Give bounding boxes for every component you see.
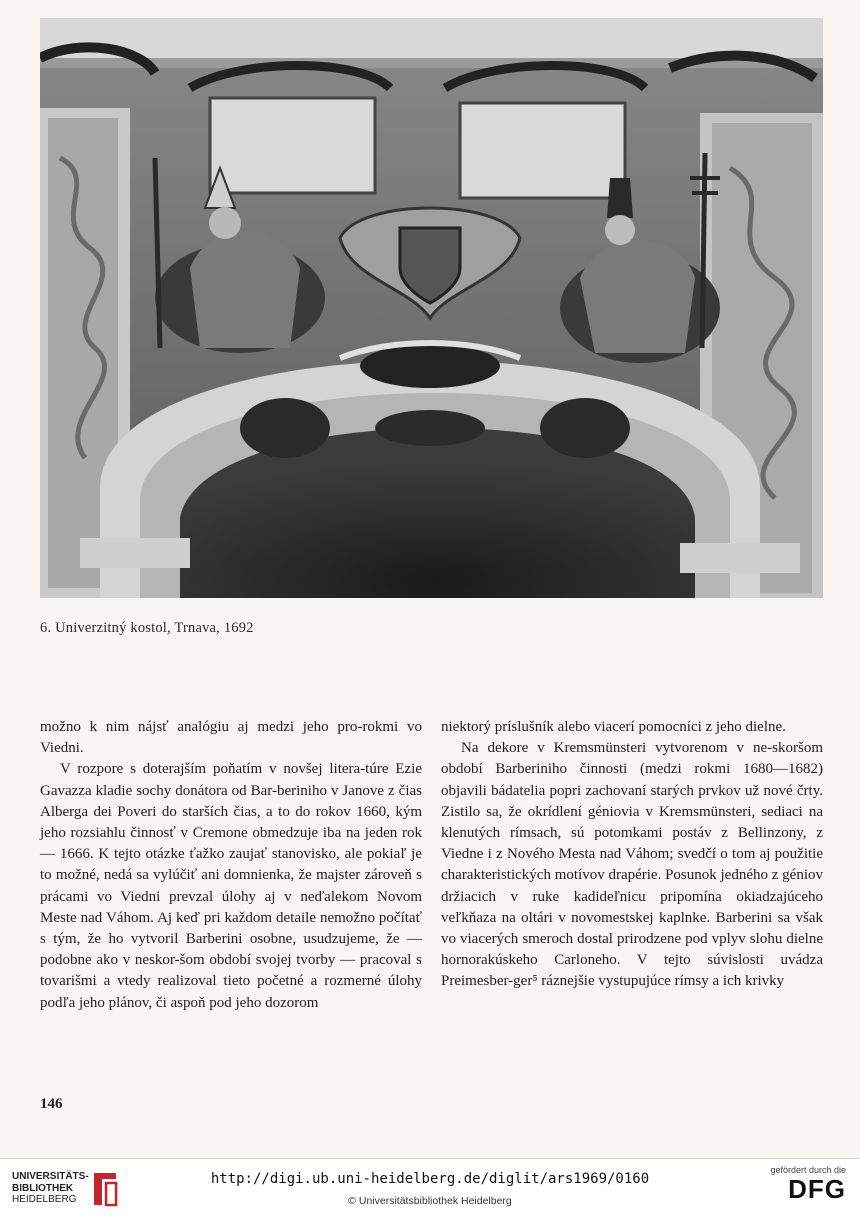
paragraph: možno k nim nájsť analógiu aj medzi jeho pro-rokmi vo Viedni. [40, 719, 422, 757]
library-name-line: UNIVERSITÄTS- [12, 1171, 89, 1182]
church-interior-photo [40, 18, 823, 598]
library-name-line: BIBLIOTHEK [12, 1182, 74, 1194]
digitization-footer [0, 1158, 860, 1216]
copyright-notice: © Universitätsbibliothek Heidelberg [348, 1195, 512, 1207]
figure-caption: 6. Univerzitný kostol, Trnava, 1692 [40, 620, 254, 636]
paragraph: Na dekore v Kremsmünsteri vytvorenom v ne-skoršom období Barberiniho činnosti (medzi rokmi 1680—1682) objavili bádatelia popri zachovaní starých prvkov už nové črty. Zistilo sa, že okrídlení géniovia v Kremsmünsteri, sediaci na klenutých rímsach, sú potomkami postáv z Bellinzony, z Viedne i z Nového Mesta nad Váhom; svedčí o tom aj použitie charakteristických motívov drapérie. Posunok jedného z géniov držiacich v ruke kadideľnicu pripomína okiadzajúceho veľkňaza na oltári v novomestskej kaplnke. Barberini sa však vo viacerých smeroch dostal prirodzene pod vplyv slohu dielne hornorakúskeho Carloneho. V tejto súvislosti uvádza Preimesber-ger⁵ ráznejšie vystupujúce rímsy a ich krivky [441, 740, 823, 990]
library-name-line: HEIDELBERG [12, 1194, 77, 1205]
paragraph: niektorý príslušník alebo viacerí pomocníci z jeho dielne. [441, 719, 786, 735]
text-column-right [441, 717, 823, 993]
paragraph: V rozpore s doterajším poňatím v novšej litera-túre Ezie Gavazza kladie sochy donátora od Bar-beriniho v Janove z čias Alberga dei Poveri do starších čias, a to do rokov 1660, kým jeho rozsiahlu činnosť v Cremone obmedzuje iba na jeden rok — 1666. K tejto otázke ťažko zaujať stanovisko, ale pokiaľ je to možné, nedá sa vylúčiť ani domnienka, že majster zároveň s prácami vo Viedni prevzal úlohy aj v neďalekom Novom Meste nad Váhom. Aj keď pri každom detaile nemožno počítať s tým, že ho vytvoril Barberini osobne, usudzujeme, že — podobne ako v neskor-šom období svojej tvorby — pracoval s tovarišmi a vtedy realizoval tieto početné a rozmerné úlohy podľa jeho plánov, či aspoň pod jeho dozorom [40, 761, 422, 1011]
page-number: 146 [40, 1096, 63, 1112]
permalink-url[interactable]: http://digi.ub.uni-heidelberg.de/diglit/ars1969/0160 [210, 1171, 650, 1187]
sculpture-arch-image [40, 18, 823, 598]
sponsor-text: gefördert durch die [770, 1165, 846, 1175]
sponsor-block[interactable] [756, 1165, 846, 1203]
dfg-logo: DFG [788, 1174, 846, 1204]
text-column-left [40, 717, 422, 1014]
